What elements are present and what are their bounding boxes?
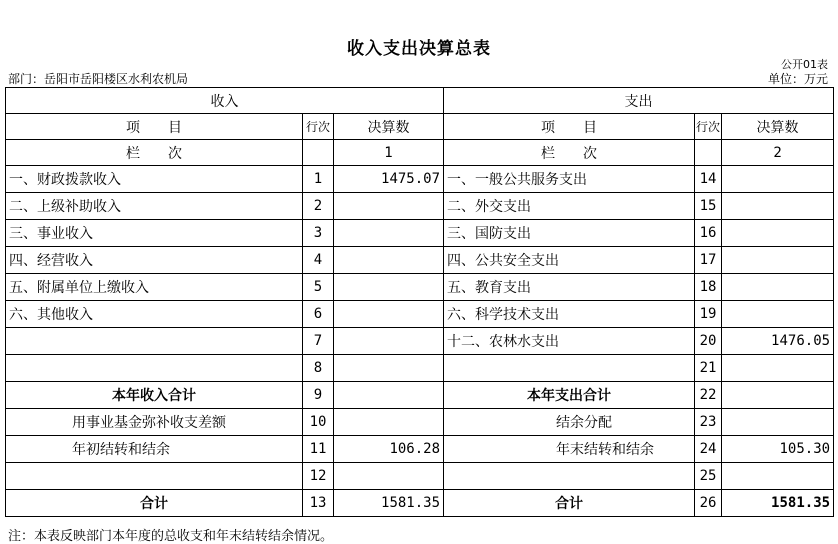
beginning-balance-label: 年初结转和结余 (6, 436, 303, 463)
row-number: 13 (303, 490, 334, 517)
row-number: 5 (303, 274, 334, 301)
income-item: 三、事业收入 (6, 220, 303, 247)
expense-grand-total-amount: 1581.35 (722, 490, 834, 517)
empty-cell (334, 463, 444, 490)
row-number: 3 (303, 220, 334, 247)
expense-column-label: 栏 次 (444, 140, 695, 166)
section-header-row (6, 88, 834, 114)
expense-amount-header: 决算数 (722, 114, 834, 140)
department-label: 部门：岳阳市岳阳楼区水利农机局 (8, 72, 189, 86)
income-total-label: 本年收入合计 (6, 382, 303, 409)
surplus-distribution-label: 结余分配 (444, 409, 695, 436)
table-row (6, 193, 834, 220)
income-item: 五、附属单位上缴收入 (6, 274, 303, 301)
row-number: 24 (695, 436, 722, 463)
row-number: 7 (303, 328, 334, 355)
income-grand-total-label: 合计 (6, 490, 303, 517)
empty-cell (6, 463, 303, 490)
fund-balance-row (6, 409, 834, 436)
column-index-row (6, 140, 834, 166)
income-amount-header: 决算数 (334, 114, 444, 140)
income-amount (334, 355, 444, 382)
beginning-balance-amount: 106.28 (334, 436, 444, 463)
income-amount (334, 193, 444, 220)
blank-row (6, 463, 834, 490)
unit-label: 单位：万元 (767, 72, 828, 86)
income-item: 六、其他收入 (6, 301, 303, 328)
expense-item: 五、教育支出 (444, 274, 695, 301)
row-number: 8 (303, 355, 334, 382)
income-item: 一、财政拨款收入 (6, 166, 303, 193)
empty-cell (722, 409, 834, 436)
expense-item: 二、外交支出 (444, 193, 695, 220)
row-number: 12 (303, 463, 334, 490)
empty-cell (722, 463, 834, 490)
row-number: 1 (303, 166, 334, 193)
fund-offset-label: 用事业基金弥补收支差额 (6, 409, 303, 436)
expense-amount (722, 274, 834, 301)
grand-total-row (6, 490, 834, 517)
income-rowno-header: 行次 (303, 114, 334, 140)
empty-cell (334, 409, 444, 436)
income-amount: 1475.07 (334, 166, 444, 193)
row-number: 21 (695, 355, 722, 382)
expense-amount (722, 247, 834, 274)
form-number: 公开01表 (781, 58, 828, 71)
income-column-index: 1 (334, 140, 444, 166)
row-number: 18 (695, 274, 722, 301)
row-number: 19 (695, 301, 722, 328)
row-number: 25 (695, 463, 722, 490)
carryover-row (6, 436, 834, 463)
row-number: 14 (695, 166, 722, 193)
table-row (6, 301, 834, 328)
income-amount (334, 301, 444, 328)
ending-balance-label: 年末结转和结余 (444, 436, 695, 463)
table-row (6, 274, 834, 301)
expense-item: 三、国防支出 (444, 220, 695, 247)
column-header-row (6, 114, 834, 140)
footnote: 注：本表反映部门本年度的总收支和年末结转结余情况。 (8, 529, 334, 544)
empty-cell (444, 463, 695, 490)
row-number: 2 (303, 193, 334, 220)
expense-item: 四、公共安全支出 (444, 247, 695, 274)
expense-item: 十二、农林水支出 (444, 328, 695, 355)
table-row (6, 220, 834, 247)
income-item (6, 328, 303, 355)
row-number: 10 (303, 409, 334, 436)
expense-amount (722, 301, 834, 328)
row-number: 6 (303, 301, 334, 328)
row-number: 26 (695, 490, 722, 517)
income-amount (334, 247, 444, 274)
row-number: 11 (303, 436, 334, 463)
row-number: 17 (695, 247, 722, 274)
expense-grand-total-label: 合计 (444, 490, 695, 517)
income-grand-total-amount: 1581.35 (334, 490, 444, 517)
income-item (6, 355, 303, 382)
empty-cell (695, 140, 722, 166)
empty-cell (334, 382, 444, 409)
empty-cell (722, 382, 834, 409)
expense-section-header: 支出 (444, 88, 834, 114)
expense-total-label: 本年支出合计 (444, 382, 695, 409)
table-row (6, 328, 834, 355)
income-amount (334, 220, 444, 247)
income-item: 四、经营收入 (6, 247, 303, 274)
expense-item (444, 355, 695, 382)
row-number: 20 (695, 328, 722, 355)
expense-item-header: 项 目 (444, 114, 695, 140)
row-number: 4 (303, 247, 334, 274)
income-item: 二、上级补助收入 (6, 193, 303, 220)
table-row (6, 355, 834, 382)
expense-amount (722, 193, 834, 220)
expense-column-index: 2 (722, 140, 834, 166)
report-title: 收入支出决算总表 (347, 39, 491, 59)
income-expense-table (5, 87, 834, 517)
table-row (6, 247, 834, 274)
expense-amount (722, 166, 834, 193)
table-row (6, 166, 834, 193)
income-item-header: 项 目 (6, 114, 303, 140)
income-total-row (6, 382, 834, 409)
income-column-label: 栏 次 (6, 140, 303, 166)
row-number: 16 (695, 220, 722, 247)
expense-amount: 1476.05 (722, 328, 834, 355)
ending-balance-amount: 105.30 (722, 436, 834, 463)
expense-amount (722, 355, 834, 382)
income-amount (334, 274, 444, 301)
empty-cell (303, 140, 334, 166)
expense-item: 一、一般公共服务支出 (444, 166, 695, 193)
row-number: 9 (303, 382, 334, 409)
expense-rowno-header: 行次 (695, 114, 722, 140)
expense-amount (722, 220, 834, 247)
expense-item: 六、科学技术支出 (444, 301, 695, 328)
row-number: 22 (695, 382, 722, 409)
row-number: 15 (695, 193, 722, 220)
income-amount (334, 328, 444, 355)
income-section-header: 收入 (6, 88, 444, 114)
row-number: 23 (695, 409, 722, 436)
